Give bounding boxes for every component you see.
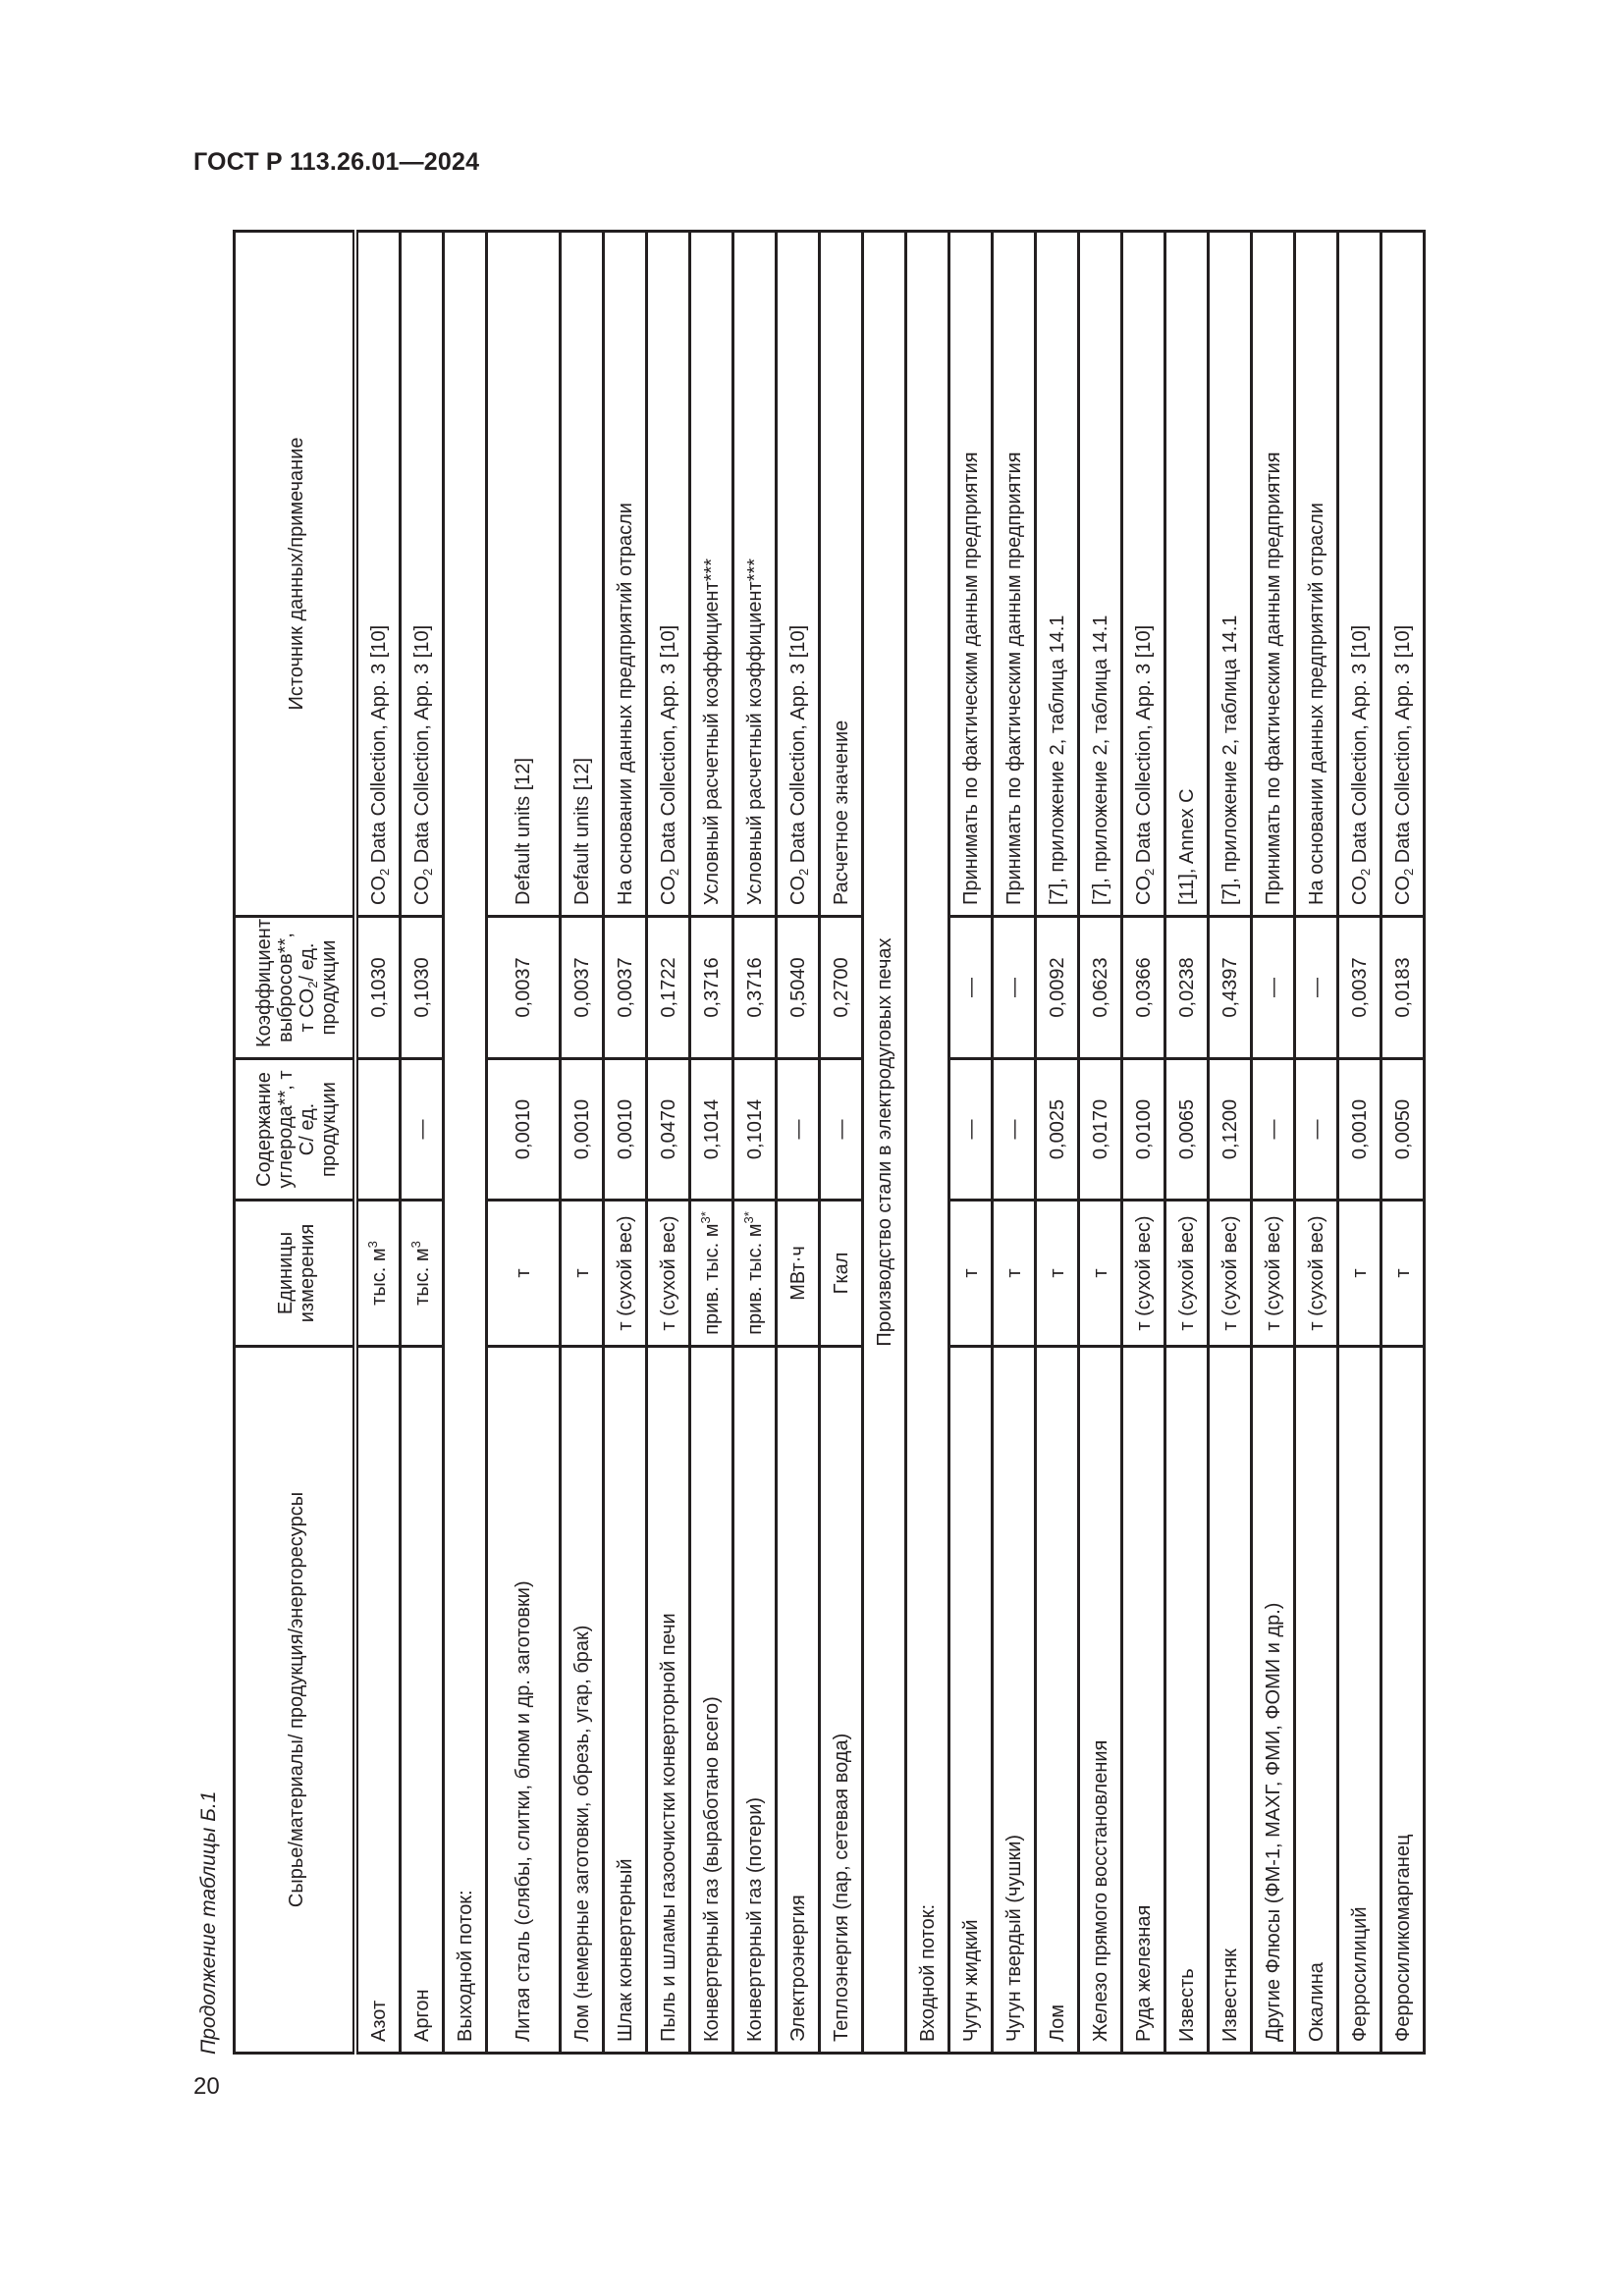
cell-source: Принимать по фактическим данным предприятия: [1252, 232, 1295, 917]
cell-units: т (сухой вес): [1295, 1201, 1338, 1347]
cell-carbon: 0,1014: [690, 1059, 733, 1201]
input-flow-label: Входной поток:: [906, 232, 949, 2054]
input-flow-label-row: [906, 232, 949, 2054]
cell-source: $CO_2$ Data Collection, App. 3 [10]: [355, 232, 401, 917]
table-row: [487, 232, 561, 2054]
cell-coef: 0,0092: [1036, 917, 1079, 1059]
cell-source: Принимать по фактическим данным предприятия: [949, 232, 993, 917]
cell-coef: —: [993, 917, 1036, 1059]
cell-source: Условный расчетный коэффициент***: [733, 232, 777, 917]
cell-carbon: 0,0050: [1381, 1059, 1425, 1201]
cell-carbon: 0,0025: [1036, 1059, 1079, 1201]
cell-units: т: [487, 1201, 561, 1347]
cell-material: Ферросилиций: [1338, 1347, 1381, 2054]
cell-carbon: —: [949, 1059, 993, 1201]
cell-material: Известь: [1165, 1347, 1209, 2054]
table-row: [1122, 232, 1165, 2054]
table-row: [1295, 232, 1338, 2054]
cell-units: т (сухой вес): [1122, 1201, 1165, 1347]
table-row: [1036, 232, 1079, 2054]
cell-coef: 0,0037: [487, 917, 561, 1059]
cell-carbon: —: [1252, 1059, 1295, 1201]
table-row: [1165, 232, 1209, 2054]
cell-carbon: 0,0100: [1122, 1059, 1165, 1201]
cell-units: т: [993, 1201, 1036, 1347]
table-row: [690, 232, 733, 2054]
emission-factors-table: [233, 230, 1426, 2055]
output-flow-label-row: [444, 232, 487, 2054]
table-row: [604, 232, 647, 2054]
document-title: ГОСТ Р 113.26.01—2024: [193, 148, 480, 176]
cell-carbon: —: [820, 1059, 863, 1201]
output-flow-label: Выходной поток:: [444, 232, 487, 2054]
cell-carbon: 0,0010: [604, 1059, 647, 1201]
table-row: [355, 232, 401, 2054]
cell-source: $CO_2$ Data Collection, App. 3 [10]: [1381, 232, 1425, 917]
cell-source: Расчетное значение: [820, 232, 863, 917]
cell-carbon: 0,1014: [733, 1059, 777, 1201]
cell-material: Другие Флюсы (ФМ-1, МАХГ, ФМИ, ФОМИ и др.): [1252, 1347, 1295, 2054]
table-header-row: [235, 232, 356, 2054]
table-row: [401, 232, 444, 2054]
cell-material: Известняк: [1209, 1347, 1252, 2054]
cell-coef: 0,1030: [355, 917, 401, 1059]
table-row: [1209, 232, 1252, 2054]
header-coef: Коэффициент выбросов**, т $CO_2/$ ед. продукции: [235, 917, 356, 1059]
table-row: [993, 232, 1036, 2054]
cell-units: т: [1079, 1201, 1122, 1347]
cell-carbon: 0,1200: [1209, 1059, 1252, 1201]
cell-coef: 0,0037: [604, 917, 647, 1059]
cell-carbon: —: [777, 1059, 820, 1201]
cell-material: Чугун жидкий: [949, 1347, 993, 2054]
cell-coef: —: [1252, 917, 1295, 1059]
cell-units: тыс. $м^3$: [355, 1201, 401, 1347]
table-row: [820, 232, 863, 2054]
cell-coef: 0,4397: [1209, 917, 1252, 1059]
section-title-row: [863, 232, 906, 2054]
cell-units: т (сухой вес): [604, 1201, 647, 1347]
cell-coef: 0,1722: [647, 917, 690, 1059]
cell-source: Условный расчетный коэффициент***: [690, 232, 733, 917]
cell-source: Default units [12]: [487, 232, 561, 917]
cell-material: Окалина: [1295, 1347, 1338, 2054]
cell-source: На основании данных предприятий отрасли: [1295, 232, 1338, 917]
rotated-table-container: [233, 233, 1500, 2055]
cell-source: [7], приложение 2, таблица 14.1: [1209, 232, 1252, 917]
cell-units: т: [1381, 1201, 1425, 1347]
table-row: [1079, 232, 1122, 2054]
cell-carbon: —: [1295, 1059, 1338, 1201]
cell-units: Гкал: [820, 1201, 863, 1347]
cell-material: Лом: [1036, 1347, 1079, 2054]
cell-source: [11], Annex C: [1165, 232, 1209, 917]
cell-material: Конвертерный газ (выработано всего): [690, 1347, 733, 2054]
table-row: [733, 232, 777, 2054]
cell-units: МВт·ч: [777, 1201, 820, 1347]
cell-units: т (сухой вес): [1165, 1201, 1209, 1347]
cell-coef: 0,0238: [1165, 917, 1209, 1059]
cell-source: $CO_2$ Data Collection, App. 3 [10]: [401, 232, 444, 917]
cell-units: прив. тыс. $м^{3*}$: [733, 1201, 777, 1347]
cell-units: т (сухой вес): [1252, 1201, 1295, 1347]
cell-carbon: 0,0065: [1165, 1059, 1209, 1201]
table-row: [1252, 232, 1295, 2054]
cell-carbon: —: [993, 1059, 1036, 1201]
header-carbon: Содержание углерода**, т С/ ед. продукции: [235, 1059, 356, 1201]
cell-source: На основании данных предприятий отрасли: [604, 232, 647, 917]
cell-units: т (сухой вес): [647, 1201, 690, 1347]
cell-coef: 0,3716: [690, 917, 733, 1059]
table-caption: Продолжение таблицы Б.1: [197, 1790, 220, 2055]
cell-units: т: [949, 1201, 993, 1347]
cell-coef: 0,5040: [777, 917, 820, 1059]
cell-coef: —: [949, 917, 993, 1059]
table-row: [1338, 232, 1381, 2054]
cell-source: [7], приложение 2, таблица 14.1: [1079, 232, 1122, 917]
cell-carbon: 0,0010: [487, 1059, 561, 1201]
cell-source: Принимать по фактическим данным предприятия: [993, 232, 1036, 917]
cell-material: Пыль и шламы газоочистки конверторной печи: [647, 1347, 690, 2054]
cell-coef: 0,2700: [820, 917, 863, 1059]
cell-material: Руда железная: [1122, 1347, 1165, 2054]
cell-carbon: 0,0010: [561, 1059, 604, 1201]
cell-material: Конвертерный газ (потери): [733, 1347, 777, 2054]
cell-units: т (сухой вес): [1209, 1201, 1252, 1347]
cell-units: т: [1036, 1201, 1079, 1347]
cell-material: Теплоэнергия (пар, сетевая вода): [820, 1347, 863, 2054]
section-title: Производство стали в электродуговых печах: [863, 232, 906, 2054]
header-units: Единицы измерения: [235, 1201, 356, 1347]
cell-source: $CO_2$ Data Collection, App. 3 [10]: [647, 232, 690, 917]
table-row: [1381, 232, 1425, 2054]
cell-source: Default units [12]: [561, 232, 604, 917]
cell-material: Ферросиликомарганец: [1381, 1347, 1425, 2054]
page-number: 20: [193, 2073, 220, 2100]
header-material: Сырье/материалы/ продукция/энергоресурсы: [235, 1347, 356, 2054]
cell-material: Азот: [355, 1347, 401, 2054]
cell-coef: 0,3716: [733, 917, 777, 1059]
cell-carbon: —: [401, 1059, 444, 1201]
cell-coef: 0,0037: [561, 917, 604, 1059]
cell-source: $CO_2$ Data Collection, App. 3 [10]: [1338, 232, 1381, 917]
table-body: [355, 232, 1425, 2054]
cell-units: т: [561, 1201, 604, 1347]
cell-carbon: 0,0170: [1079, 1059, 1122, 1201]
table-row: [647, 232, 690, 2054]
header-source: Источник данных/примечание: [235, 232, 356, 917]
cell-material: Шлак конвертерный: [604, 1347, 647, 2054]
cell-coef: 0,1030: [401, 917, 444, 1059]
cell-source: $CO_2$ Data Collection, App. 3 [10]: [777, 232, 820, 917]
cell-material: Чугун твердый (чушки): [993, 1347, 1036, 2054]
cell-material: Аргон: [401, 1347, 444, 2054]
cell-material: Лом (немерные заготовки, обрезь, угар, брак): [561, 1347, 604, 2054]
cell-units: т: [1338, 1201, 1381, 1347]
table-row: [561, 232, 604, 2054]
cell-carbon: [355, 1059, 401, 1201]
table-row: [949, 232, 993, 2054]
cell-source: $CO_2$ Data Collection, App. 3 [10]: [1122, 232, 1165, 917]
cell-coef: 0,0183: [1381, 917, 1425, 1059]
cell-coef: 0,0366: [1122, 917, 1165, 1059]
cell-material: Электроэнергия: [777, 1347, 820, 2054]
cell-units: тыс. $м^3$: [401, 1201, 444, 1347]
cell-coef: 0,0037: [1338, 917, 1381, 1059]
cell-carbon: 0,0470: [647, 1059, 690, 1201]
cell-carbon: 0,0010: [1338, 1059, 1381, 1201]
cell-coef: —: [1295, 917, 1338, 1059]
cell-coef: 0,0623: [1079, 917, 1122, 1059]
cell-material: Литая сталь (слябы, слитки, блюм и др. заготовки): [487, 1347, 561, 2054]
cell-units: прив. тыс. $м^{3*}$: [690, 1201, 733, 1347]
cell-source: [7], приложение 2, таблица 14.1: [1036, 232, 1079, 917]
cell-material: Железо прямого восстановления: [1079, 1347, 1122, 2054]
table-row: [777, 232, 820, 2054]
